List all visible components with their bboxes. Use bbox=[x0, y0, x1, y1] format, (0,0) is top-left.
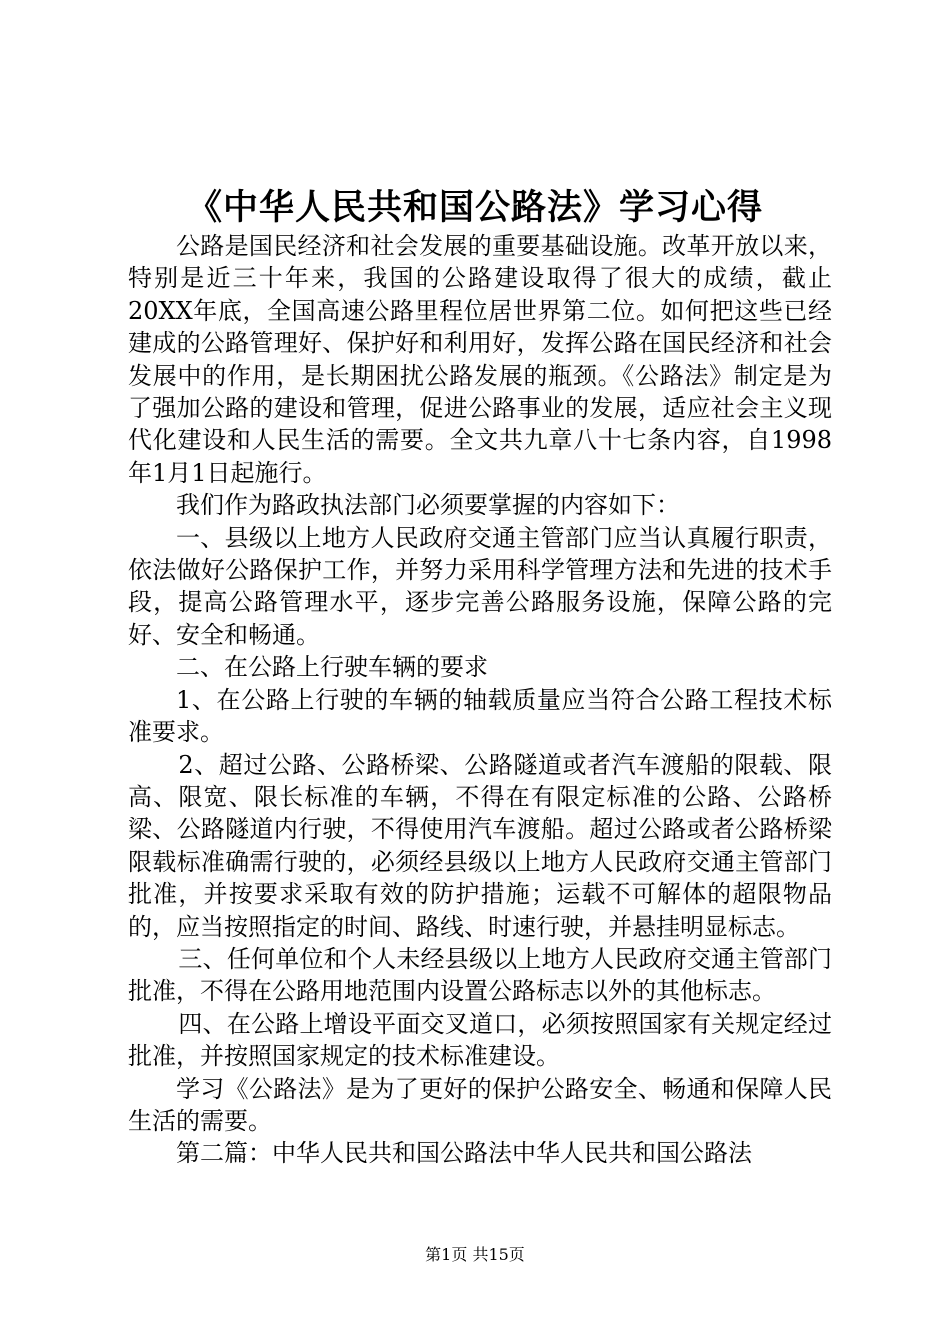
paragraph-point-two-item-2: 2、超过公路、公路桥梁、公路隧道或者汽车渡船的限载、限高、限宽、限长标准的车辆，不得在有限定标准的公路、公路桥梁、公路隧道内行驶，不得使用汽车渡船。超过公路或者公路桥梁限载标准确需行驶的，必须经县级以上地方人民政府交通主管部门批准，并按要求采取有效的防护措施；运载不可解体的超限物品的，应当按照指定的时间、路线、时速行驶，并悬挂明显标志。 bbox=[128, 750, 832, 941]
document-body bbox=[128, 230, 832, 1170]
paragraph-point-one: 一、县级以上地方人民政府交通主管部门应当认真履行职责，依法做好公路保护工作，并努力采用科学管理方法和先进的技术手段，提高公路管理水平，逐步完善公路服务设施，保障公路的完好、安全和畅通。 bbox=[128, 523, 832, 649]
paragraph-point-two-heading: 二、在公路上行驶车辆的要求 bbox=[176, 653, 488, 682]
paragraph-point-four: 四、在公路上增设平面交叉道口，必须按照国家有关规定经过批准，并按照国家规定的技术标准建设。 bbox=[128, 1009, 832, 1071]
paragraph-content-heading: 我们作为路政执法部门必须要掌握的内容如下： bbox=[176, 491, 680, 520]
paragraph-point-two-item-1: 1、在公路上行驶的车辆的轴载质量应当符合公路工程技术标准要求。 bbox=[128, 685, 832, 747]
paragraph-second-section: 第二篇：中华人民共和国公路法中华人民共和国公路法 bbox=[176, 1139, 752, 1168]
paragraph-conclusion: 学习《公路法》是为了更好的保护公路安全、畅通和保障人民生活的需要。 bbox=[128, 1074, 832, 1135]
page-footer: 第1页 共15页 bbox=[425, 1245, 525, 1264]
document-title: 《中华人民共和国公路法》学习心得 bbox=[186, 187, 763, 228]
paragraph-intro: 公路是国民经济和社会发展的重要基础设施。改革开放以来，特别是近三十年来，我国的公路建设取得了很大的成绩，截止20XX年底，全国高速公路里程位居世界第二位。如何把这些已经建成的公路管理好、保护好和利用好，发挥公路在国民经济和社会发展中的作用，是长期困扰公路发展的瓶颈。《公路法》制定是为了强加公路的建设和管理，促进公路事业的发展，适应社会主义现代化建设和人民生活的需要。全文共九章八十七条内容，自1998年1月1日起施行。 bbox=[128, 232, 832, 487]
paragraph-point-three: 三、任何单位和个人未经县级以上地方人民政府交通主管部门批准，不得在公路用地范围内设置公路标志以外的其他标志。 bbox=[128, 944, 832, 1006]
